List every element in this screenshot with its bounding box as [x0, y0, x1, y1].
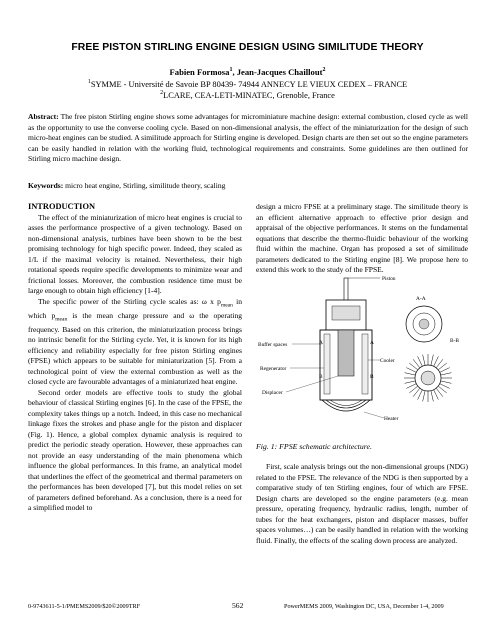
cooler-fin: [431, 391, 433, 402]
author-separator: ,: [232, 67, 237, 77]
regenerator-left: [324, 334, 330, 394]
section-aa-core: [419, 319, 429, 329]
footer-isbn: 0-9743611-5-1/PMEMS2009/$20©2009TRF: [28, 603, 141, 610]
affiliation-2-sup: 2: [160, 90, 164, 96]
cooler-fin: [405, 373, 416, 375]
figure-caption: Fig. 1: FPSE schematic architecture.: [256, 442, 372, 451]
right-column-top: [256, 202, 468, 276]
label-buffer-spaces: Buffer spaces: [258, 342, 288, 348]
cooler-fin: [434, 356, 439, 366]
intro-paragraph-2: [28, 297, 242, 388]
cooler-fin: [440, 368, 450, 373]
affiliation-2: [0, 90, 495, 100]
displacer-body: [338, 330, 354, 376]
affiliation-2-text: LCARE, CEA-LETI-MINATEC, Grenoble, France: [163, 90, 335, 100]
cooler-fin: [436, 359, 443, 368]
keywords: [28, 181, 468, 190]
right-paragraph-2: First, scale analysis brings out the non-dimensional groups (NDG) related to the FPSE. The relevance of the NDG is then supported by a comparative study of ten Stirling engines, four of which are FPSE. Design charts are developed so the engine parameters (e.g. mean pressure, operating frequency, hydraulic radius, length, number of tubes for the heat exchangers, piston and displacer masses, buffer spaces volumes…) can be easily handled in relation with the working fluid. Finally, the effects of the scaling down process are analyzed.: [256, 462, 468, 545]
marker-a-right: A: [370, 340, 374, 346]
affiliation-1-sup: 1: [87, 79, 91, 85]
cooler-fin: [441, 381, 452, 383]
section-bb-inner: [421, 371, 435, 385]
affiliation-1: [0, 79, 495, 89]
abstract: [28, 112, 468, 165]
label-section-aa: A-A: [416, 296, 426, 302]
cooler-fin: [423, 355, 425, 366]
cooler-fin: [436, 388, 443, 397]
label-section-bb: B-B: [450, 338, 459, 344]
label-piston: Piston: [382, 276, 396, 282]
affiliation-1-text: SYMME - Université de Savoie BP 80439- 74944 ANNECY LE VIEUX CEDEX – FRANCE: [90, 79, 408, 89]
heater-loop-3: [330, 400, 362, 406]
cooler-fin: [440, 384, 450, 389]
right-column-bottom: [256, 462, 468, 546]
footer-conference: PowerMEMS 2009, Washington DC, USA, December 1-4, 2009: [284, 603, 444, 610]
keywords-text: micro heat engine, Stirling, similitude theory, scaling: [63, 181, 226, 190]
fpse-diagram: [256, 272, 468, 442]
cooler-fin: [438, 386, 447, 393]
cooler-fin: [406, 368, 416, 373]
piston-head: [332, 306, 360, 320]
left-column: [28, 202, 242, 514]
cooler-fin: [413, 359, 420, 368]
label-regenerator: Regenerator: [260, 366, 287, 372]
cooler-fin: [431, 355, 433, 366]
cooler-fin: [405, 381, 416, 383]
cooler-fin: [438, 363, 447, 370]
author-2-sup: 2: [322, 67, 326, 74]
right-paragraph-1: design a micro FPSE at a preliminary stage. The similitude theory is an efficient alternative approach to effective prior design and appraisal of the objective performances. It stems on the fundamental equations that describe the thermo-fluidic behaviour of the working fluid within the machine. Organ has proposed a set of similitude parameters dedicated to the Stirling engine [8]. We propose here to extend this work to the study of the FPSE.: [256, 202, 468, 274]
intro-paragraph-1: The effect of the miniaturization of micro heat engines is crucial to asses the performance prospective of a given technology. Based on non-dimensional analysis, turbines have been shown to be the best promising technology for high specific power. Indeed, they scaled as 1/L if the maximal velocity is retained. Nevertheless, their high rotational speeds require specific developments to minimize wear and frictional losses. Moreover, the combustion residence time must be large enough to obtain high efficiency [1-4].: [28, 212, 242, 295]
intro-paragraph-3: Second order models are effective tools to study the global behaviour of classical Stirling engines [6]. In the case of the FPSE, the complexity takes things up a notch. Indeed, in this case no mechanical linkage fixes the strokes and phase angle for the piston and displacer (Fig. 1). Hence, a global complex dynamic analysis is required to predict the periodic steady operation. However, these approaches can not provide an easy understanding of the main phenomena which influence the global performances. In this frame, an analytical model that underlines the effect of the geometrical and thermal parameters on the performances has been developed [7], but this model relies on set of parameters defined beforehand. As a conclusion, there is a need for a simplified model to: [28, 387, 242, 512]
cooler-fin: [418, 356, 423, 366]
marker-b-left: B: [319, 374, 323, 380]
abstract-text: The free piston Stirling engine shows some advantages for microminiature machine design: external combustion, closed cycle as well as the opportunity to use the converse cooling cycle. Based on non-dimensional analysis, the effect of the miniaturization for the design of such micro-heat engines can be studied. A similitude approach for Stirling engine is developed. Design charts are then set out so the engine parameters can be easily handled in relation with the working fluid, technological requirements and constraints. Some guidelines are then outlined for Stirling micro machine design.: [28, 112, 468, 164]
leader-heater: [364, 412, 384, 418]
regenerator-right: [362, 334, 368, 394]
keywords-label: Keywords:: [28, 181, 64, 190]
intro-p2-part-c: is the mean charge pressure and ω the operating frequency. Based on this criterion, the miniaturization process brings no intrinsic benefit for the Stirling cycle. Yet, it is known for its high efficiency and reliability especially for free piston Stirling engines (FPSE) which appears to be suitable for miniaturization [5]. From a technological point of view the external combustion as well as the closed cycle are favourable advantages of a miniaturized heat engine.: [28, 310, 243, 386]
cooler-fin: [441, 373, 452, 375]
author-line: [0, 67, 495, 77]
page-number: 562: [232, 601, 244, 610]
intro-p2-part-a: The specific power of the Stirling cycle scales as: ω x p: [38, 296, 221, 306]
label-heater: Heater: [384, 416, 399, 422]
paper-title: FREE PISTON STIRLING ENGINE DESIGN USING SIMILITUDE THEORY: [71, 42, 424, 53]
cooler-fin: [409, 386, 418, 393]
intro-p2-sub-1: mean: [220, 302, 233, 308]
section-heading-introduction: INTRODUCTION: [28, 202, 96, 211]
cooler-fin: [434, 390, 439, 400]
intro-p2-part-b: in which p: [28, 296, 242, 320]
intro-p2-sub-2: mean: [55, 316, 68, 322]
cooler-fin: [406, 384, 416, 389]
marker-b-right: B: [370, 374, 374, 380]
cooler-fin: [413, 388, 420, 397]
marker-a-left: A: [319, 340, 323, 346]
label-cooler: Cooler: [380, 358, 395, 364]
author-2: Jean-Jacques Chaillout: [236, 67, 323, 77]
figure-fpse-schematic: [256, 272, 468, 452]
author-1-sup: 1: [229, 67, 233, 74]
label-displacer: Displacer: [262, 390, 283, 396]
cooler-fin: [418, 390, 423, 400]
abstract-label: Abstract:: [28, 112, 59, 121]
cooler-fin: [409, 363, 418, 370]
author-1: Fabien Formosa: [169, 67, 230, 77]
cooler-fin: [423, 391, 425, 402]
